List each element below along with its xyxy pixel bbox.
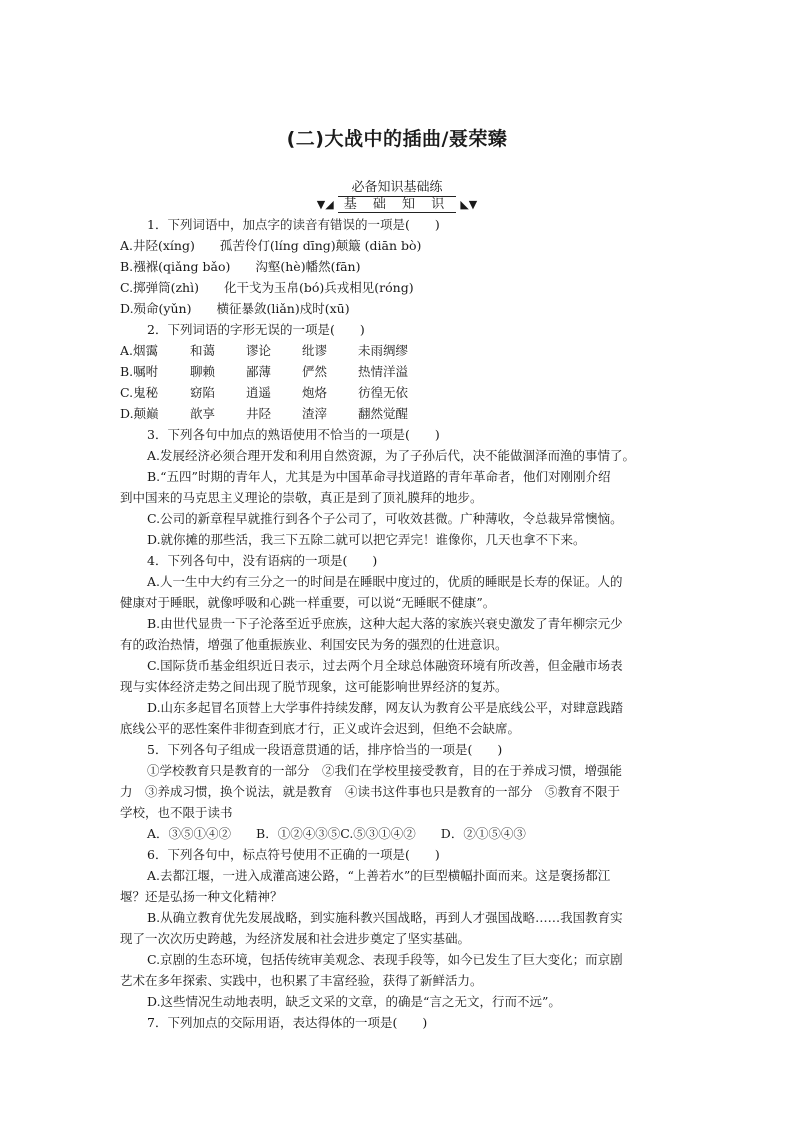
option-d: D.山东多起冒名顶替上大学事件持续发酵，网友认为教育公平是底线公平，对肆意践踏 [147, 700, 624, 715]
question-stem: 7．下列加点的交际用语，表达得体的一项是( ) [147, 1015, 428, 1030]
option-b-cont: 有的政治热情，增强了他重振族业、利国安民为务的强烈的仕进意识。 [120, 637, 508, 652]
question-stem: 5．下列各句子组成一段语意贯通的话，排序恰当的一项是( ) [147, 742, 503, 757]
word-cell: 逍遥 [246, 385, 272, 400]
word-cell: 未雨绸缪 [358, 343, 409, 358]
option-b: B.由世代显贵一下子沦落至近乎庶族，这种大起大落的家族兴衰史激发了青年柳宗元少 [147, 616, 623, 631]
word-row [120, 403, 676, 424]
question-stem: 6．下列各句中，标点符号使用不正确的一项是( ) [147, 847, 440, 862]
sentence-line: 力 ③养成习惯，换个说法，就是教育 ④读书这件事也只是教育的一部分 ⑤教育不限于 [120, 784, 621, 799]
word-cell: 窈陷 [190, 385, 216, 400]
question-stem: 1．下列词语中，加点字的读音有错误的一项是( ) [147, 217, 440, 232]
word-cell: 彷徨无依 [358, 385, 409, 400]
option-a: A.人一生中大约有三分之一的时间是在睡眠中度过的，优质的睡眠是长寿的保证。人的 [147, 574, 623, 589]
word-cell: 鄙薄 [246, 364, 272, 379]
word-cell: C.鬼秘 [120, 385, 159, 400]
word-cell: 聊赖 [190, 364, 216, 379]
word-cell: 井陉 [246, 406, 272, 421]
option-c: C.国际货币基金组织近日表示，过去两个月全球总体融资环境有所改善，但金融市场表 [147, 658, 623, 673]
word-cell: 和蔼 [190, 343, 216, 358]
word-row [120, 361, 676, 382]
option-c: C.掷弹筒(zhì) 化干戈为玉帛(bó)兵戎相见(róng) [120, 280, 414, 295]
section-subtitle: 必备知识基础练 [351, 180, 443, 195]
word-cell: 纰谬 [302, 343, 328, 358]
option-b: B.“五四”时期的青年人，尤其是为中国革命寻找道路的青年革命者，他们对刚刚介绍 [147, 469, 611, 484]
page-title: (二)大战中的插曲/聂荣臻 [286, 128, 508, 150]
sentence-line: 学校，也不限于读书 [120, 805, 233, 820]
word-cell: 翻然觉醒 [358, 406, 409, 421]
sentence-line: ①学校教育只是教育的一部分 ②我们在学校里接受教育，目的在于养成习惯，增强能 [147, 763, 623, 778]
word-cell: D.颠巅 [120, 406, 159, 421]
option-b-cont: 现了一次次历史跨越，为经济发展和社会进步奠定了坚实基础。 [120, 931, 471, 946]
section-bar-label: 基 础 知 识 [338, 196, 456, 213]
question-stem: 2．下列词语的字形无误的一项是( ) [147, 322, 365, 337]
option-a: A.井陉(xíng) 孤苦伶仃(líng dīng)颠簸 (diān bò) [120, 238, 422, 253]
option-a: A.发展经济必须合理开发和利用自然资源，为了子孙后代，决不能做涸泽而渔的事情了。 [147, 448, 636, 463]
word-cell: 俨然 [302, 364, 328, 379]
option-d: D.殒命(yǔn) 横征暴敛(liǎn)戍时(xū) [120, 301, 350, 316]
word-cell: 炮烙 [302, 385, 328, 400]
word-cell: A.烟霭 [120, 343, 159, 358]
option-a-cont: 健康对于睡眠，就像呼吸和心跳一样重要，可以说“无睡眠不健康”。 [120, 595, 496, 610]
word-cell: 热情洋溢 [358, 364, 409, 379]
word-cell: 渣滓 [302, 406, 328, 421]
section-bar [0, 196, 794, 213]
question-stem: 4．下列各句中，没有语病的一项是( ) [147, 553, 378, 568]
triangle-icon: ◣▼ [460, 198, 478, 211]
option-a: A.去都江堰，一进入成灌高速公路，“上善若水”的巨型横幅扑面而来。这是褒扬都江 [147, 868, 611, 883]
word-row [120, 340, 676, 361]
option-b: B.从确立教育优先发展战略，到实施科教兴国战略，再到人才强国战略……我国教育实 [147, 910, 623, 925]
word-cell: 歆享 [190, 406, 216, 421]
question-list [120, 214, 676, 1033]
option-b-cont: 到中国来的马克思主义理论的崇敬，真正是到了顶礼膜拜的地步。 [120, 490, 483, 505]
word-cell: 谬论 [246, 343, 272, 358]
option-c-cont: 现与实体经济走势之间出现了脱节现象，这可能影响世界经济的复苏。 [120, 679, 508, 694]
triangle-icon: ▼◢ [316, 198, 334, 211]
word-cell: B.嘱咐 [120, 364, 159, 379]
option-d: D.这些情况生动地表明，缺乏文采的文章，的确是“言之无文，行而不远”。 [147, 994, 561, 1009]
option-b: B.襁褓(qiǎng bǎo) 沟壑(hè)幡然(fān) [120, 259, 361, 274]
option-c-cont: 艺术在多年探索、实践中，也积累了丰富经验，获得了新鲜活力。 [120, 973, 483, 988]
option-c: C.京剧的生态环境，包括传统审美观念、表现手段等，如今已发生了巨大变化；而京剧 [147, 952, 623, 967]
word-row [120, 382, 676, 403]
answer-options: A．③⑤①④② B．①②④③⑤C.⑤③①④② D．②①⑤④③ [147, 826, 526, 841]
question-stem: 3．下列各句中加点的熟语使用不恰当的一项是( ) [147, 427, 440, 442]
option-a-cont: 堰？还是弘扬一种文化精神？ [120, 889, 283, 904]
option-d-cont: 底线公平的恶性案件非彻查到底才行，正义或许会迟到，但绝不会缺席。 [120, 721, 521, 736]
option-d: D.就你摊的那些活，我三下五除二就可以把它弄完！谁像你，几天也拿不下来。 [147, 532, 586, 547]
option-c: C.公司的新章程早就推行到各个子公司了，可收效甚微。广种薄收，令总裁异常懊恼。 [147, 511, 623, 526]
